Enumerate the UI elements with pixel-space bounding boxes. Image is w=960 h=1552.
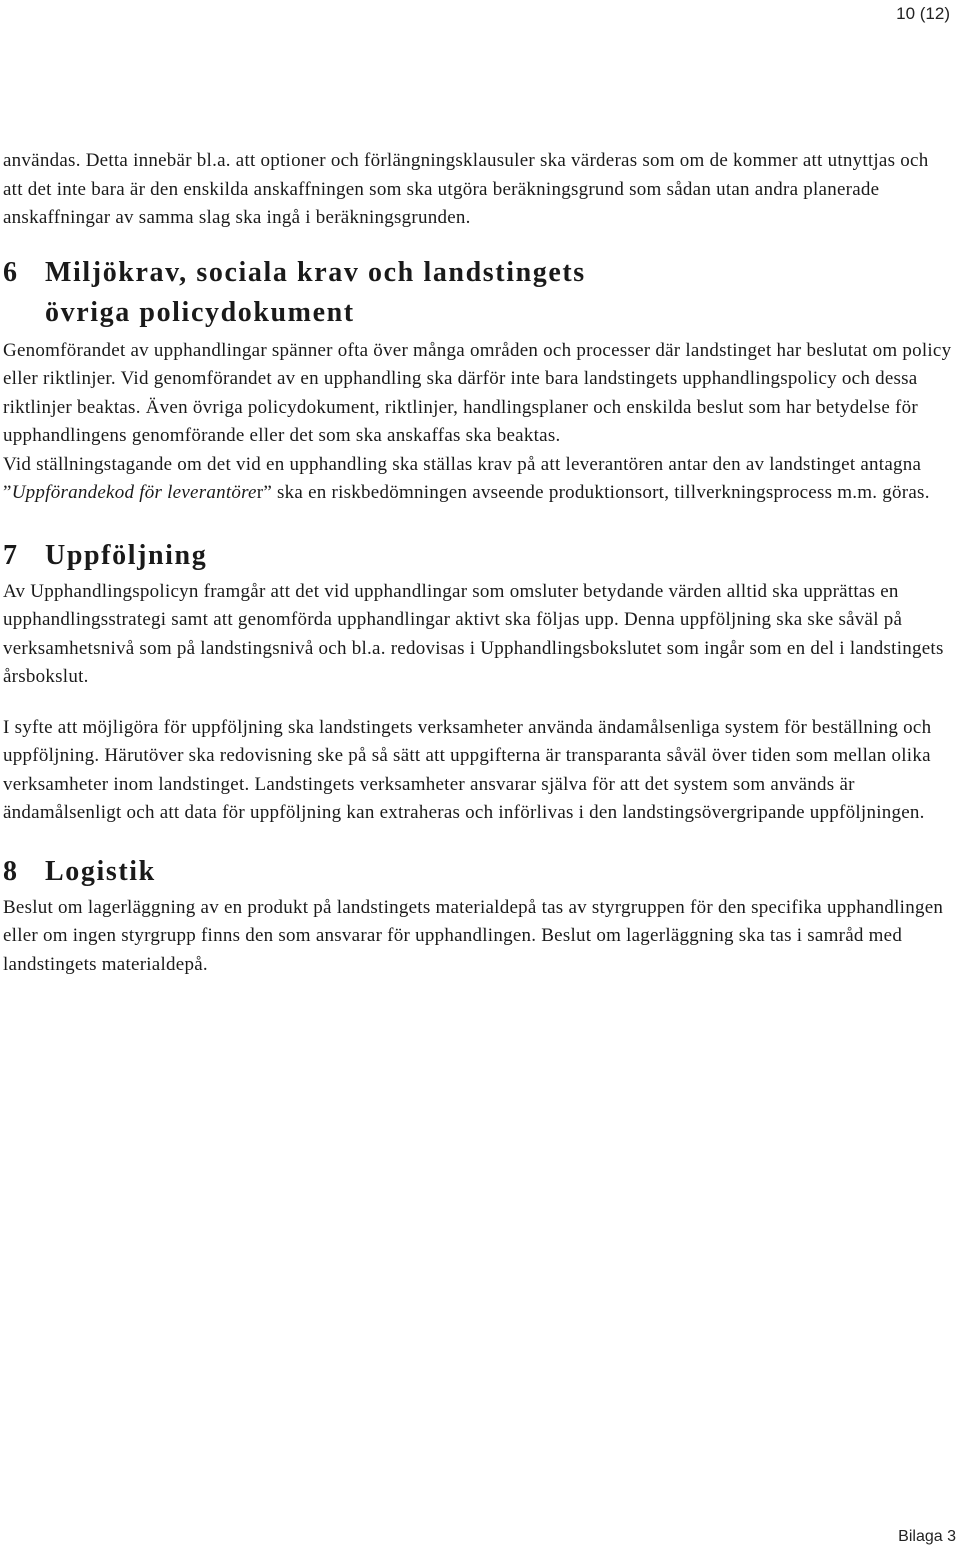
section-8-heading (3, 852, 953, 892)
section-6-paragraph-2 (3, 451, 953, 508)
section-8-title: Logistik (45, 855, 156, 887)
section-8-paragraph-1: Beslut om lagerläggning av en produkt på landstingets materialdepå tas av styrgruppen för den specifika upphandlingen eller om ingen styrgrupp finns den som ansvarar för upphandlingen. Beslut om lagerläggning ska tas i samråd med landstingets materialdepå. (3, 896, 944, 975)
section-7-title: Uppföljning (45, 539, 208, 571)
document-body (3, 147, 953, 979)
section-6-title-line1: Miljökrav, sociala krav och landstingets (45, 256, 586, 288)
code-of-conduct-title: Uppförandekod för leverantöre (11, 482, 257, 503)
section-8-number: 8 (3, 855, 19, 887)
intro-paragraph: användas. Detta innebär bl.a. att optioner och förlängningsklausuler ska värderas som om de kommer att utnyttjas och att det inte bara är den enskilda anskaffningen som ska utgöra beräkningsgrund som sådan utan andra planerade anskaffningar av samma slag ska ingå i beräkningsgrunden. (3, 150, 929, 228)
section-6-number: 6 (3, 256, 19, 288)
section-6-heading (3, 253, 953, 333)
section-6-paragraph-1: Genomförandet av upphandlingar spänner ofta över många områden och processer där landstinget har beslutat om policy eller riktlinjer. Vid genomförandet av en upphandling ska därför inte bara landstingets upphandlingspolicy och dessa riktlinjer beaktas. Även övriga policydokument, riktlinjer, handlingsplaner och enskilda beslut som har betydelse för upphandlingens genomförande eller det som ska anskaffas ska beaktas. (3, 339, 952, 446)
section-7-paragraph-1: Av Upphandlingspolicyn framgår att det vid upphandlingar som omsluter betydande värden alltid ska upprättas en upphandlingsstrategi samt att genomförda upphandlingar aktivt ska följas upp. Denna uppföljning ska ske såväl på verksamhetsnivå som på landstingsnivå och bl.a. redovisas i Upphandlingsbokslutet som ingår som en del i landstingets årsbokslut. (3, 580, 944, 687)
section-7-number: 7 (3, 539, 19, 571)
section-6-paragraph-2-text-a: Vid ställningstagande om det vid en upphandling ska ställas krav på att leverantören antar den av landstinget antagna ” (3, 453, 922, 503)
section-6-title-line2: övriga policydokument (45, 296, 355, 328)
section-7-paragraph-2: I syfte att möjligöra för uppföljning ska landstingets verksamheter använda ändamålsenliga system för beställning och uppföljning. Härutöver ska redovisning ske på så sätt att uppgifterna är transparanta såväl över tiden som mellan olika verksamheter inom landstinget. Landstingets verksamheter ansvarar själva för att det system som används är ändamålsenligt och att data för uppföljning kan extraheras och införlivas i den landstingsövergripande uppföljningen. (3, 716, 932, 823)
appendix-label: Bilaga 3 (898, 1528, 956, 1545)
page-number: 10 (12) (896, 4, 950, 23)
section-6-paragraph-2-text-b: r” ska en riskbedömningen avseende produktionsort, tillverkningsprocess m.m. göras. (256, 482, 930, 503)
section-7-heading (3, 536, 953, 576)
